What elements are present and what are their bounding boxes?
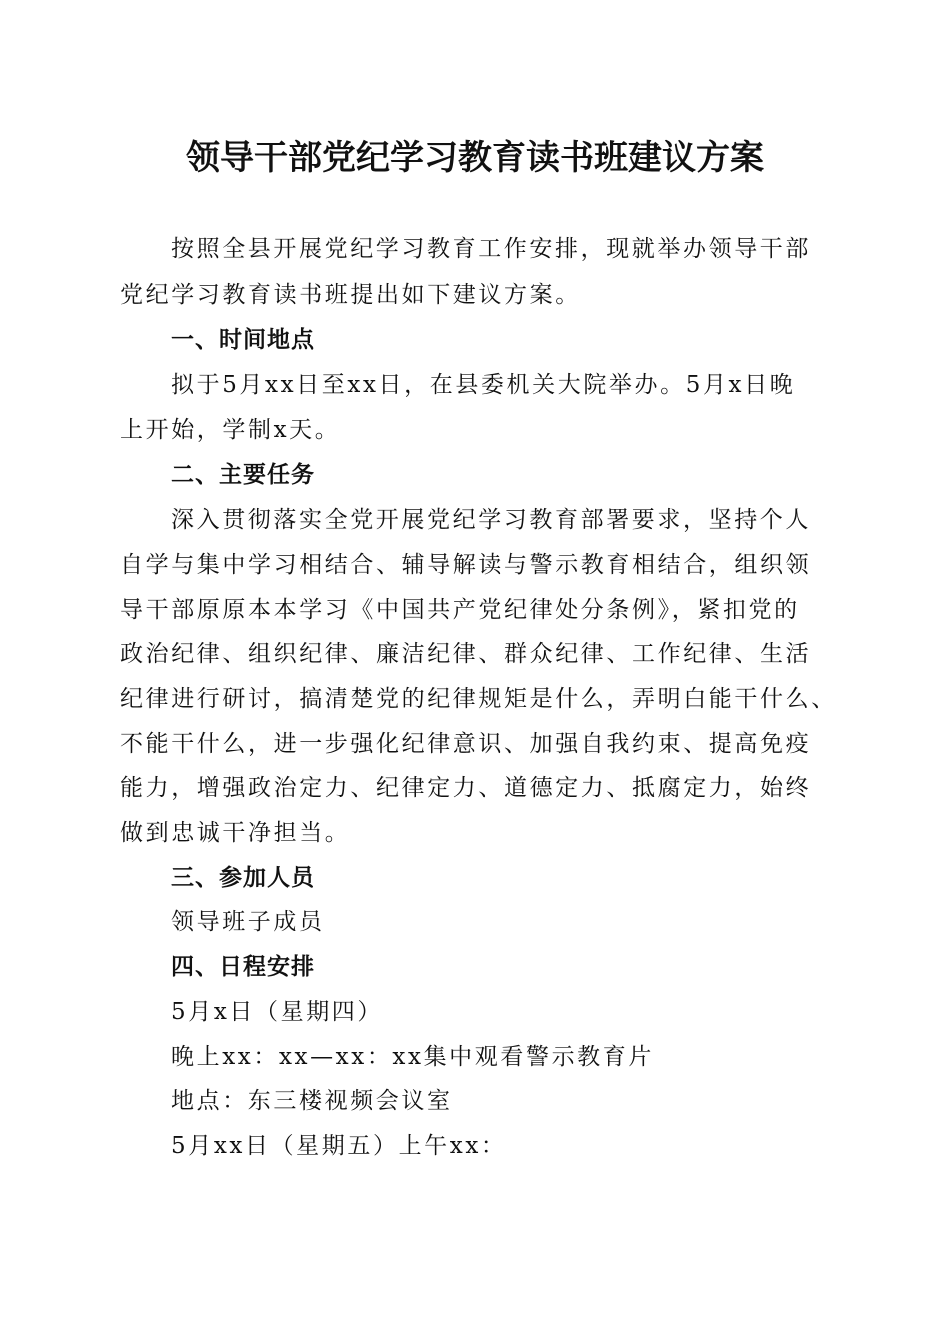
section-2-line-3: 导干部原原本本学习《中国共产党纪律处分条例》，紧扣党的	[120, 597, 800, 623]
section-2-line-1: 深入贯彻落实全党开展党纪学习教育部署要求，坚持个人	[171, 507, 811, 533]
schedule-line-4: 5月xx日（星期五）上午xx：	[171, 1133, 507, 1159]
document-title: 领导干部党纪学习教育读书班建议方案	[186, 138, 764, 178]
schedule-line-1: 5月x日（星期四）	[171, 999, 384, 1025]
section-2-line-7: 能力，增强政治定力、纪律定力、道德定力、抵腐定力，始终	[120, 775, 812, 801]
section-3-line-1: 领导班子成员	[171, 909, 325, 935]
section-2-line-4: 政治纪律、组织纪律、廉洁纪律、群众纪律、工作纪律、生活	[120, 641, 812, 667]
schedule-line-2: 晚上xx：xx—xx：xx集中观看警示教育片	[171, 1044, 654, 1070]
section-heading-main-tasks: 二、主要任务	[171, 462, 315, 488]
section-heading-participants: 三、参加人员	[171, 865, 315, 891]
intro-line-1: 按照全县开展党纪学习教育工作安排，现就举办领导干部	[171, 236, 811, 262]
section-2-line-2: 自学与集中学习相结合、辅导解读与警示教育相结合，组织领	[120, 552, 812, 578]
intro-line-2: 党纪学习教育读书班提出如下建议方案。	[120, 282, 581, 308]
section-2-line-6: 不能干什么，进一步强化纪律意识、加强自我约束、提高免疫	[120, 731, 812, 757]
section-2-line-8: 做到忠诚干净担当。	[120, 820, 351, 846]
schedule-line-3: 地点：东三楼视频会议室	[171, 1088, 453, 1114]
section-2-line-5: 纪律进行研讨，搞清楚党的纪律规矩是什么，弄明白能干什么、	[120, 686, 837, 712]
section-heading-schedule: 四、日程安排	[171, 954, 315, 980]
section-1-line-1: 拟于5月xx日至xx日，在县委机关大院举办。5月x日晚	[171, 372, 796, 398]
section-heading-time-place: 一、时间地点	[171, 327, 315, 353]
section-1-line-2: 上开始，学制x天。	[120, 417, 341, 443]
